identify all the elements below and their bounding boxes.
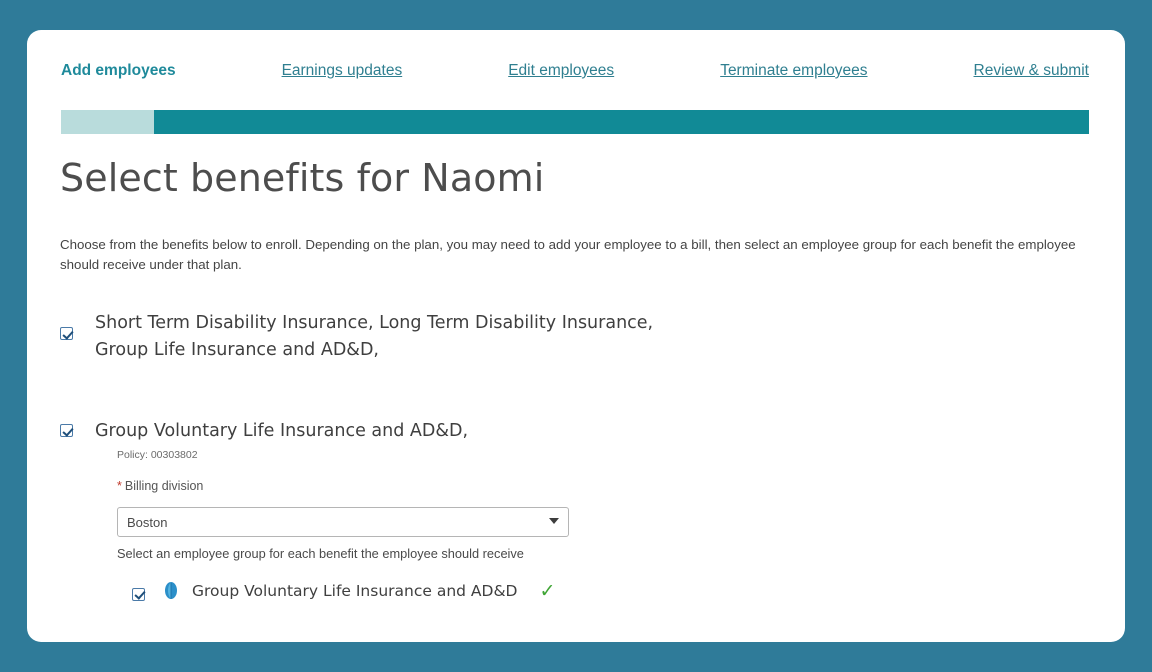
step-nav <box>61 62 1089 80</box>
benefit-2-policy-number: Policy: 00303802 <box>117 449 198 461</box>
page-title: Select benefits for Naomi <box>60 156 545 200</box>
required-asterisk: * <box>117 479 122 493</box>
employee-group-row <box>132 581 820 601</box>
check-mark-icon: ✓ <box>539 580 556 602</box>
page-card <box>27 30 1125 642</box>
progress-bar-completed-segment <box>61 110 154 134</box>
progress-bar <box>61 110 1089 134</box>
leaf-icon <box>161 581 181 601</box>
employee-group-label: Group Voluntary Life Insurance and AD&D <box>192 582 518 600</box>
billing-division-label-text: Billing division <box>124 479 204 493</box>
benefit-2-checkbox[interactable] <box>60 424 73 437</box>
billing-division-label <box>117 479 820 493</box>
step-earnings-updates[interactable]: Earnings updates <box>281 62 403 79</box>
employee-group-hint: Select an employee group for each benefit the employee should receive <box>117 546 524 561</box>
intro-text: Choose from the benefits below to enroll. Depending on the plan, you may need to add your employee to a bill, then select an employee group for each benefit the employee should receive under that plan. <box>60 237 1076 272</box>
benefit-2-title: Group Voluntary Life Insurance and AD&D, <box>95 421 469 441</box>
progress-bar-remaining-segment <box>154 110 1089 134</box>
benefit-item-disability-life <box>60 310 680 364</box>
billing-division-select-wrap <box>117 507 569 537</box>
billing-division-select[interactable] <box>117 507 569 537</box>
benefit-item-group-voluntary-life <box>60 418 820 601</box>
step-edit-employees[interactable]: Edit employees <box>508 62 615 79</box>
benefit-1-checkbox[interactable] <box>60 327 73 340</box>
step-add-employees[interactable]: Add employees <box>61 62 176 79</box>
step-review-submit[interactable]: Review & submit <box>973 62 1089 79</box>
step-terminate-employees[interactable]: Terminate employees <box>720 62 868 79</box>
employee-group-checkbox[interactable] <box>132 588 145 601</box>
benefit-1-title: Short Term Disability Insurance, Long Term Disability Insurance, Group Life Insurance and AD&D, <box>95 313 654 360</box>
